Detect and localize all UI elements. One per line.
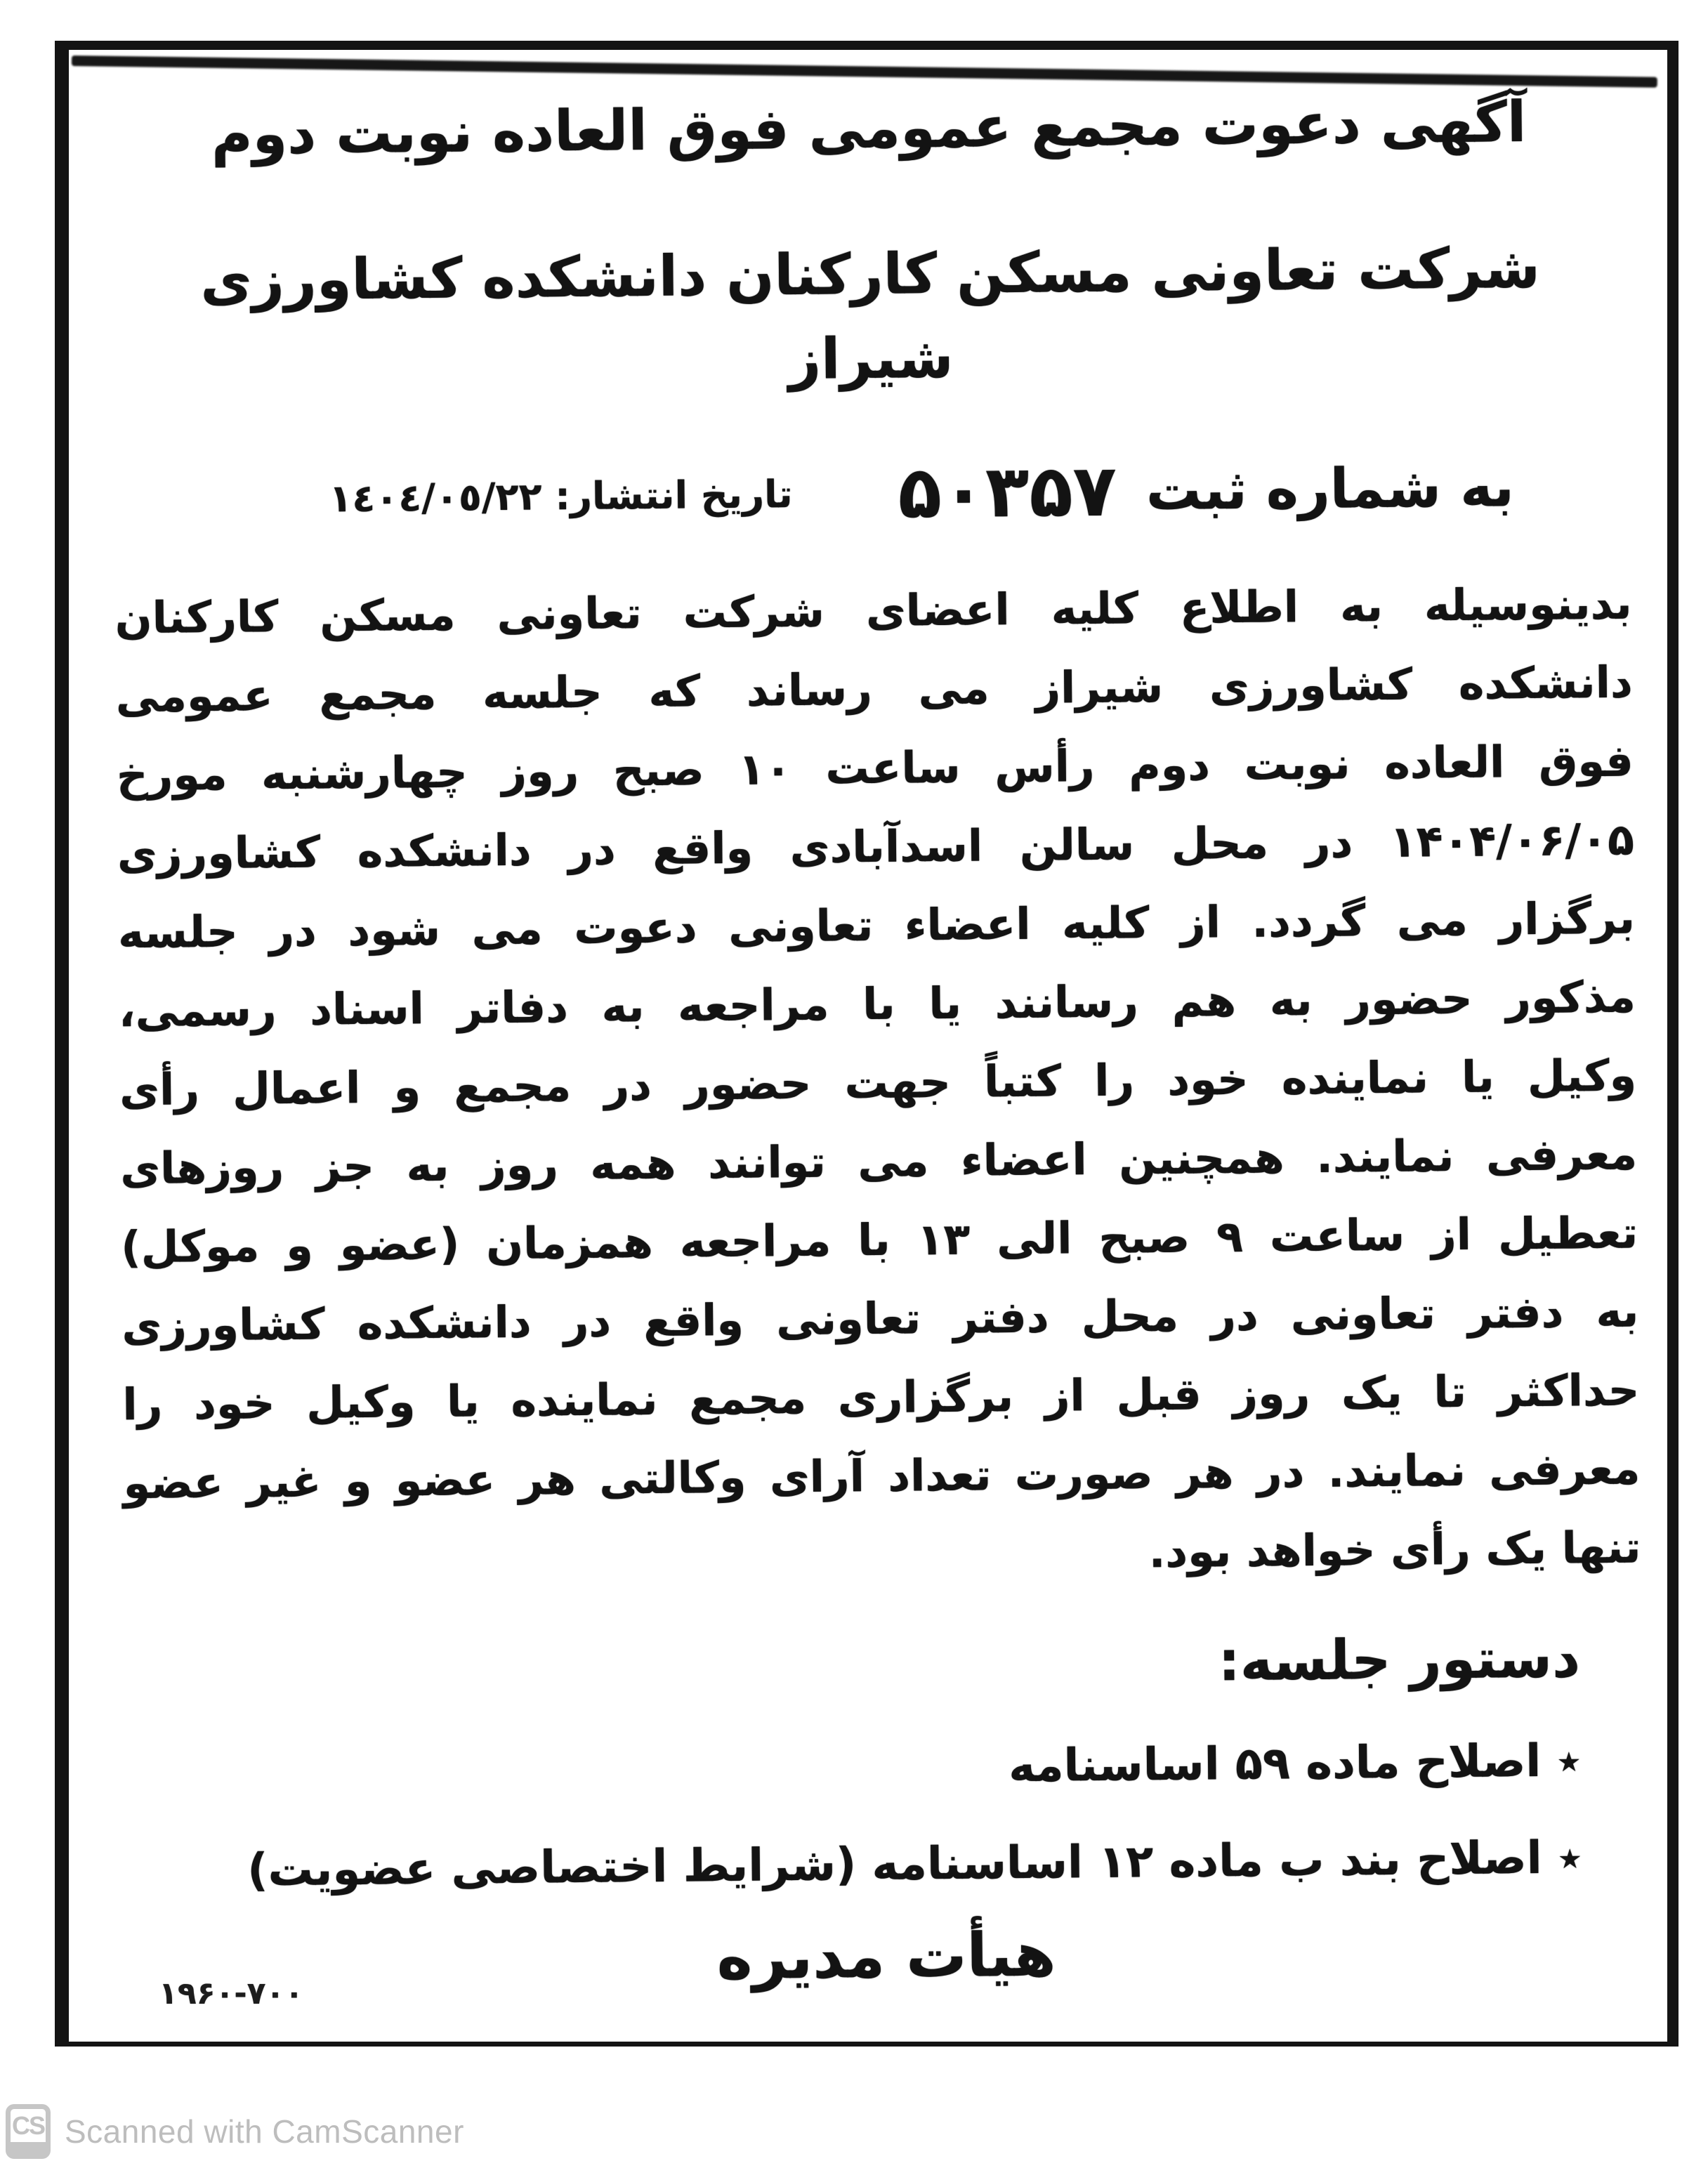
scanned-with-camscanner-text: Scanned with CamScanner [65,2113,464,2150]
body-line: بدینوسیله به اطلاع کلیه اعضای شرکت تعاونی مسکن کارکنان [114,577,1632,644]
notice-title-line1: آگهی دعوت مجمع عمومی فوق العاده نوبت دوم [211,89,1527,167]
body-line: وکیل یا نماینده خود را کتباً جهت حضور در مجمع و اعمال رأی [119,1049,1637,1116]
camscanner-logo-icon [6,2104,51,2159]
body-line: حداکثر تا یک روز قبل از برگزاری مجمع نماینده یا وکیل خود را [122,1364,1640,1431]
body-line: معرفی نمایند. همچنین اعضاء می توانند همه روز به جز روزهای [119,1128,1638,1195]
agenda-heading: دستور جلسه: [1218,1627,1581,1694]
notice-border-frame [55,41,1679,2047]
body-line: دانشکده کشاورزی شیراز می رساند که جلسه مجمع عمومی [115,656,1634,723]
agenda-item: ٭ اصلاح ماده ۵۹ اساسنامه [1008,1735,1582,1793]
registration-number: ۵۰۳۵۷ [898,449,1117,535]
camscanner-footer [6,2104,464,2159]
body-line: ۱۴۰۴/۰۶/۰۵ در محل سالن اسدآبادی واقع در دانشکده کشاورزی [117,813,1635,880]
body-line: برگزار می گردد. از کلیه اعضاء تعاونی دعوت می شود در جلسه [117,892,1636,959]
publish-date: تاریخ انتشار: ١٤٠٤/٠٥/٢٢ [329,472,793,521]
body-line: تعطیل از ساعت ۹ صبح الی ۱۳ با مراجعه همزمان (عضو و موکل) [120,1207,1638,1273]
notice-body [114,565,1641,1602]
body-line: معرفی نمایند. در هر صورت تعداد آرای وکالتی هر عضو و غیر عضو [123,1443,1641,1509]
body-line: به دفتر تعاونی در محل دفتر تعاونی واقع در دانشکده کشاورزی [121,1285,1639,1352]
registration-row [114,445,1631,543]
body-line: تنها یک رأی خواهد بود. [1148,1521,1641,1578]
registration-label: به شماره ثبت [1145,455,1515,523]
board-signature: هیأت مدیره [716,1919,1056,1994]
body-line: مذکور حضور به هم رسانند یا با مراجعه به دفاتر اسناد رسمی، [118,971,1636,1037]
registration-group [898,445,1514,534]
notice-title-line2: شرکت تعاونی مسکن کارکنان دانشکده کشاورزی شیراز [199,235,1541,393]
agenda-item: ٭ اصلاح بند ب ماده ۱۲ اساسنامه (شرایط اختصاصی عضویت) [247,1832,1583,1897]
notice-content [69,42,1686,1999]
body-line: فوق العاده نوبت دوم رأس ساعت ۱۰ صبح روز چهارشنبه مورخ [116,735,1634,801]
camscanner-badge-label: CS [11,2110,44,2140]
ad-code: ۱۹۶۰-۷۰۰ [159,1976,304,2011]
